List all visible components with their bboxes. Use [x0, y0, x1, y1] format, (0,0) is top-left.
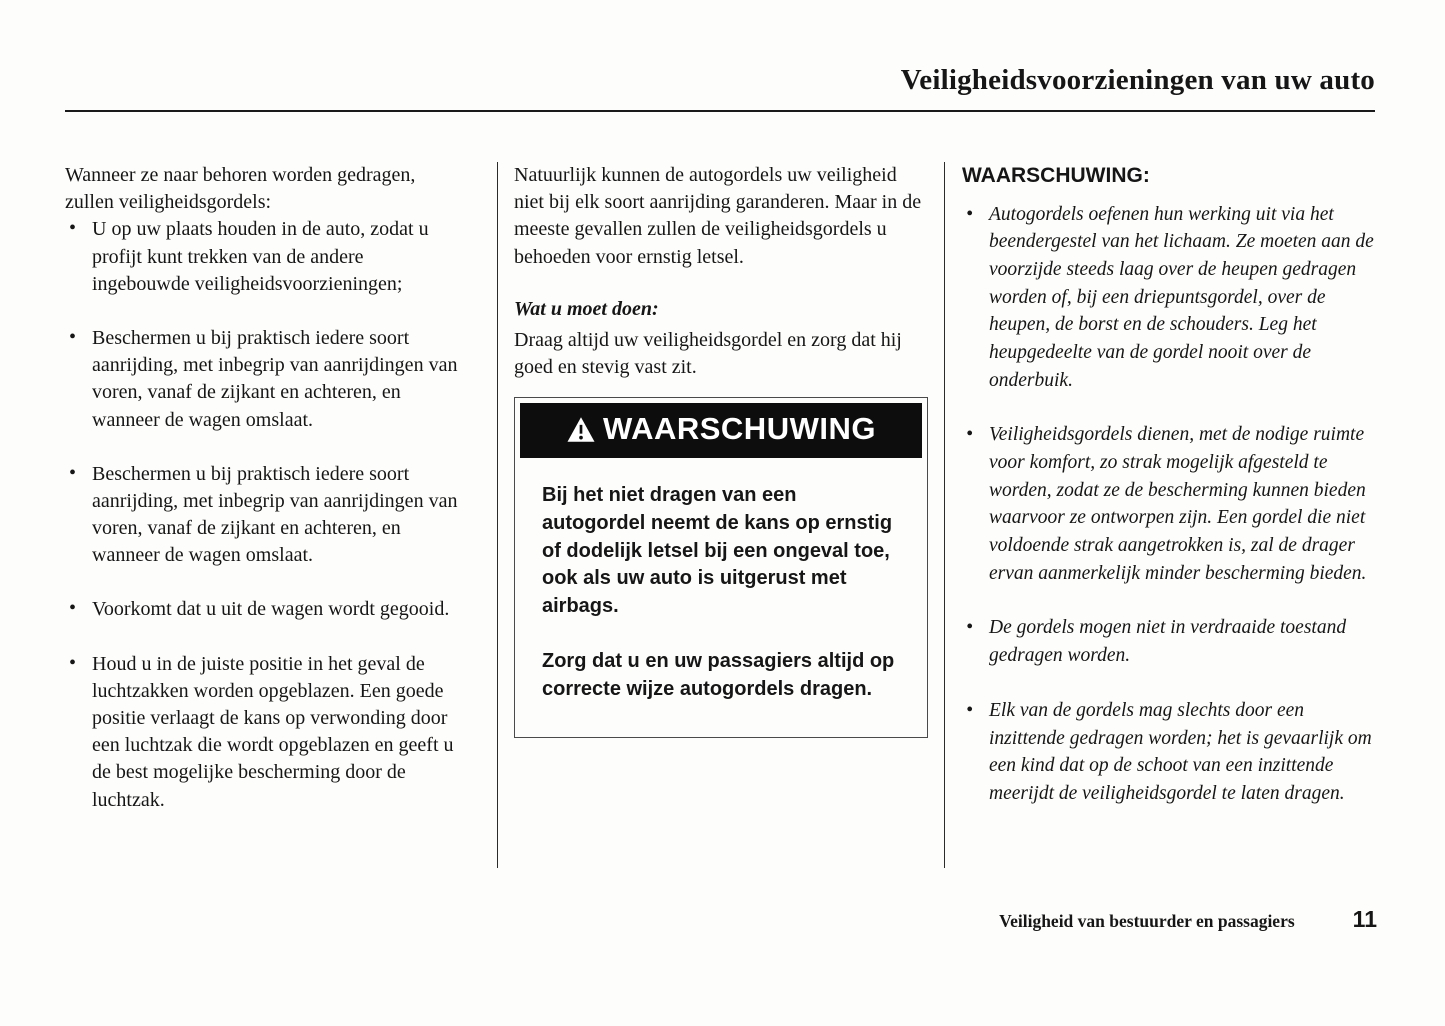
- bullet-dot-icon: •: [966, 698, 974, 721]
- page-footer: [999, 906, 1377, 933]
- list-item-text: Elk van de gordels mag slechts door een inzittende gedragen worden; het is gevaarlijk om een kind dat op de schoot van een inzittende meerijdt de veiligheidsgordel te laten dragen.: [989, 699, 1372, 804]
- list-item-text: Beschermen u bij praktisch iedere soort aanrijding, met inbegrip van aanrijdingen van voren, vanaf de zijkant en achteren, en wanneer de wagen omslaat.: [92, 462, 458, 567]
- warning-box: [514, 397, 928, 737]
- bullet-dot-icon: •: [966, 423, 974, 446]
- bullet-dot-icon: •: [966, 616, 974, 639]
- bullet-dot-icon: •: [966, 202, 974, 225]
- page-number: 11: [1352, 906, 1377, 932]
- content-columns: [65, 162, 1383, 868]
- footer-section-label: Veiligheid van bestuurder en passagiers: [999, 911, 1295, 931]
- warning-box-title: WAARSCHUWING: [603, 411, 876, 447]
- column-divider: [497, 162, 498, 868]
- middle-paragraph-2: Draag altijd uw veiligheidsgordel en zorg dat hij goed en stevig vast zit.: [514, 328, 902, 379]
- right-bullet-list: [962, 201, 1382, 808]
- left-intro-paragraph: Wanneer ze naar behoren worden gedragen, zullen veiligheidsgordels:: [65, 164, 416, 214]
- header-rule: [65, 110, 1375, 112]
- list-item-text: U op uw plaats houden in de auto, zodat u profijt kunt trekken van de andere ingebouwde veiligheidsvoorzieningen;: [92, 218, 429, 295]
- middle-column: [514, 162, 928, 738]
- list-item-text: Autogordels oefenen hun werking uit via het beendergestel van het lichaam. Ze moeten aan de voorzijde steeds laag over de heupen gedragen worden of, bij een driepuntsgordel, over de heupen, de borst en de schouders. Leg het heupgedeelte van de gordel nooit over de onderbuik.: [989, 203, 1374, 391]
- warning-box-body: [520, 458, 922, 731]
- list-item-text: Veiligheidsgordels dienen, met de nodige ruimte voor komfort, zo strak mogelijk afgesteld te worden, zodat ze de bescherming kunnen bieden waarvoor ze ontworpen zijn. Een gordel die niet voldoende strak aangetrokken is, zal de drager ervan aanmerkelijk minder bescherming bieden.: [989, 424, 1367, 584]
- warning-box-header: [520, 403, 922, 458]
- bullet-dot-icon: •: [69, 461, 77, 484]
- list-item: [65, 596, 465, 623]
- list-item: [962, 614, 1382, 669]
- bullet-dot-icon: •: [69, 597, 77, 620]
- bullet-dot-icon: •: [69, 651, 77, 674]
- list-item: [65, 216, 465, 298]
- warning-triangle-icon: [566, 416, 596, 443]
- list-item: [962, 201, 1382, 395]
- right-column: [962, 162, 1382, 835]
- right-warning-heading: WAARSCHUWING:: [962, 164, 1150, 187]
- page-header: [0, 0, 1445, 112]
- bullet-dot-icon: •: [69, 325, 77, 348]
- list-item-text: Voorkomt dat u uit de wagen wordt gegooid.: [92, 598, 450, 621]
- list-item: [962, 421, 1382, 587]
- list-item-text: Beschermen u bij praktisch iedere soort aanrijding, met inbegrip van aanrijdingen van voren, vanaf de zijkant en achteren, en wanneer de wagen omslaat.: [92, 326, 458, 431]
- warning-box-paragraph-1: Bij het niet dragen van een autogordel neemt de kans op ernstig of dodelijk letsel bij een ongeval toe, ook als uw auto is uitgerust met airbags.: [542, 484, 893, 617]
- what-to-do-heading: Wat u moet doen:: [514, 297, 659, 320]
- left-column: [65, 162, 465, 841]
- bullet-dot-icon: •: [69, 217, 77, 240]
- left-bullet-list: [65, 216, 465, 813]
- column-divider: [944, 162, 945, 868]
- middle-paragraph-1: Natuurlijk kunnen de autogordels uw veiligheid niet bij elk soort aanrijding garanderen. Maar in de meeste gevallen zullen de veiligheidsgordels u behoeden voor ernstig letsel.: [514, 164, 922, 268]
- list-item: [65, 325, 465, 434]
- list-item-text: De gordels mogen niet in verdraaide toestand gedragen worden.: [989, 617, 1347, 667]
- warning-box-paragraph-2: Zorg dat u en uw passagiers altijd op correcte wijze autogordels dragen.: [542, 650, 895, 701]
- list-item: [962, 697, 1382, 808]
- list-item: [65, 651, 465, 814]
- list-item-text: Houd u in de juiste positie in het geval de luchtzakken worden opgeblazen. Een goede positie verlaagt de kans op verwonding door een luchtzak die wordt opgeblazen en geeft u de best mogelijke bescherming door de luchtzak.: [92, 652, 454, 811]
- page-title: Veiligheidsvoorzieningen van uw auto: [900, 64, 1375, 96]
- list-item: [65, 461, 465, 570]
